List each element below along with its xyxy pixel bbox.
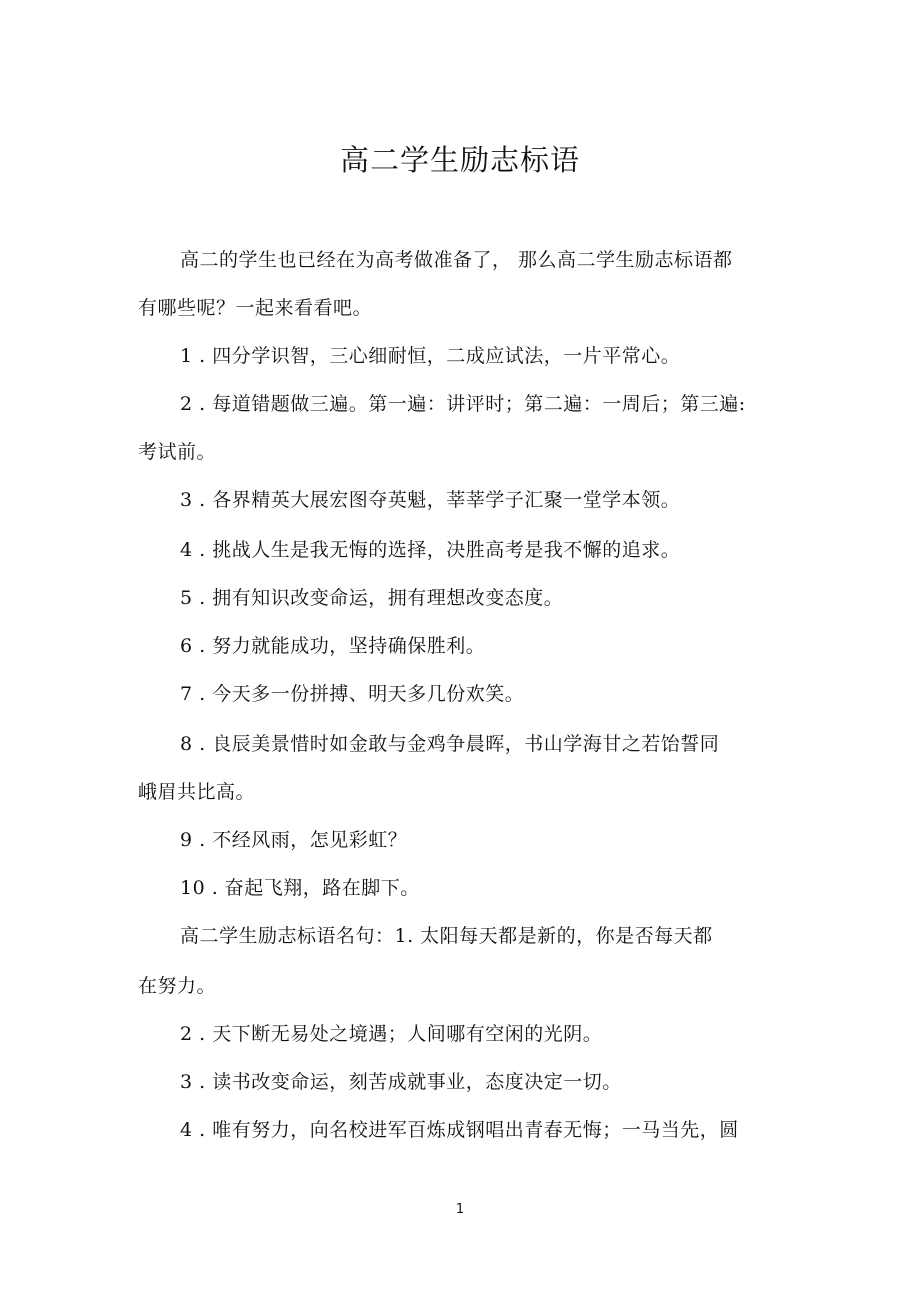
quote-2: 2 . 天下断无易处之境遇；人间哪有空闲的光阴。	[180, 1023, 603, 1045]
slogan-2-cont: 考试前。	[138, 441, 217, 463]
slogan-3: 3 . 各界精英大展宏图夺英魁，莘莘学子汇聚一堂学本领。	[180, 489, 681, 511]
slogan-8: 8 . 良辰美景惜时如金敢与金鸡争晨晖，书山学海甘之若饴誓同	[180, 733, 720, 755]
quote-3: 3 . 读书改变命运，刻苦成就事业，态度决定一切。	[180, 1071, 622, 1093]
slogan-4: 4 . 挑战人生是我无悔的选择，决胜高考是我不懈的追求。	[180, 539, 681, 561]
quotes-heading-line: 高二学生励志标语名句：1. 太阳每天都是新的，你是否每天都	[180, 925, 713, 947]
slogan-8-cont: 峨眉共比高。	[138, 781, 256, 803]
intro-line-2: 有哪些呢？一起来看看吧。	[138, 297, 373, 319]
slogan-1: 1 . 四分学识智，三心细耐恒，二成应试法，一片平常心。	[180, 345, 681, 367]
slogan-2: 2 . 每道错题做三遍。第一遍：讲评时；第二遍：一周后；第三遍:	[180, 393, 746, 415]
quote-1-cont: 在努力。	[138, 975, 217, 997]
slogan-6: 6 . 努力就能成功，坚持确保胜利。	[180, 635, 486, 657]
slogan-9: 9 . 不经风雨，怎见彩虹？	[180, 829, 408, 851]
page-number: 1	[455, 1202, 465, 1217]
intro-line-1: 高二的学生也已经在为高考做准备了， 那么高二学生励志标语都	[180, 249, 733, 271]
slogan-10: 10 . 奋起飞翔，路在脚下。	[180, 877, 420, 899]
quote-4: 4 . 唯有努力，向名校进军百炼成钢唱出青春无悔；一马当先，圆	[180, 1119, 739, 1141]
slogan-7: 7 . 今天多一份拼搏、明天多几份欢笑。	[180, 683, 525, 705]
document-title: 高二学生励志标语	[339, 143, 580, 177]
slogan-5: 5 . 拥有知识改变命运，拥有理想改变态度。	[180, 587, 564, 609]
